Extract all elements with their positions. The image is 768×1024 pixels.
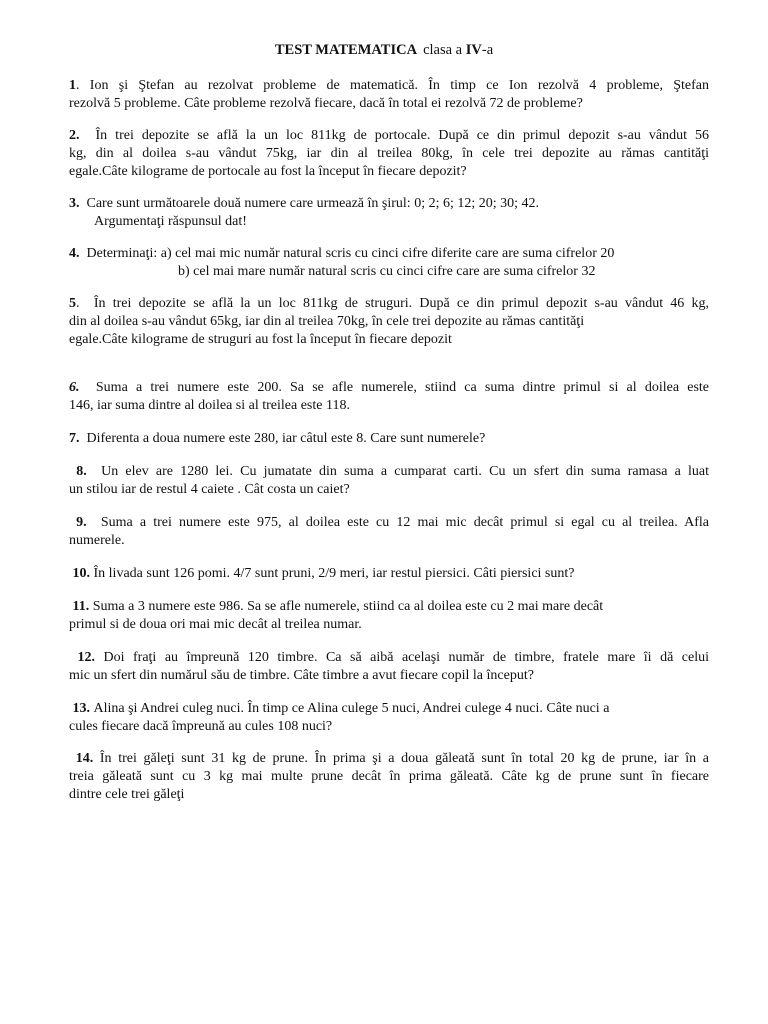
problem-text: Suma a trei numere este 200. Sa se afle numerele, stiind ca suma dintre primul si al doilea este: [95, 380, 710, 395]
problem-line: cules fiecare dacă împreună au cules 108 nuci?: [69, 719, 333, 734]
problem-number: 8.: [76, 464, 87, 479]
problem-line: mic un sfert din numărul său de timbre. Câte timbre a avut fiecare copil la început?: [69, 668, 534, 683]
problem-10: [69, 565, 709, 583]
problem-text: Diferenta a doua numere este 280, iar câtul este 8. Care sunt numerele?: [86, 431, 486, 446]
problem-number: 12.: [77, 650, 95, 665]
problem-line: Argumentaţi răspunsul dat!: [94, 214, 247, 229]
problem-5: [69, 295, 709, 349]
problem-line: kg, din al doilea s-au vândut 75kg, iar din al treilea 80kg, în cele trei depozite au rămas cantităţi: [69, 146, 709, 161]
problem-number: 9.: [76, 515, 87, 530]
problem-text: Alina şi Andrei culeg nuci. În timp ce Alina culege 5 nuci, Andrei culege 4 nuci. Câte nuci a: [93, 701, 610, 716]
problem-2: [69, 127, 709, 181]
problem-13: [69, 700, 709, 736]
problem-line: primul si de doua ori mai mic decât al treilea numar.: [69, 617, 362, 632]
problem-line: egale.Câte kilograme de struguri au fost la început în fiecare depozit: [69, 332, 452, 347]
problem-line: din al doilea s-au vândut 65kg, iar din al treilea 70kg, în cele trei depozite au rămas cantităţi: [69, 314, 585, 329]
problem-6: [69, 379, 709, 415]
problem-number: 5: [69, 296, 76, 311]
problem-text: Doi fraţi au împreună 120 timbre. Ca să aibă acelaşi număr de timbre, fratele mare îi dă celui: [103, 650, 709, 665]
problem-line: un stilou iar de restul 4 caiete . Cât costa un caiet?: [69, 482, 350, 497]
problem-text: Determinaţi: a) cel mai mic număr natural scris cu cinci cifre diferite care are suma cifrelor 20: [86, 246, 615, 261]
problem-14: [69, 750, 709, 804]
problem-1: [69, 77, 709, 113]
problem-line: [69, 127, 709, 145]
problem-line: treia găleată sunt cu 3 kg mai multe prune decât în prima găleată. Câte kg de prune sunt în fiecare: [69, 769, 709, 784]
problem-number: 3.: [69, 196, 80, 211]
problem-number: 6.: [69, 380, 80, 395]
problem-line: [69, 514, 709, 532]
problem-line: b) cel mai mare număr natural scris cu cinci cifre care are suma cifrelor 32: [178, 264, 596, 279]
problem-4: [69, 245, 709, 281]
problem-line: [69, 565, 709, 583]
problem-line: numerele.: [69, 533, 125, 548]
title-class-prefix: clasa a: [423, 42, 466, 58]
problem-text: În livada sunt 126 pomi. 4/7 sunt pruni, 2/9 meri, iar restul piersici. Câti piersici sunt?: [93, 566, 575, 581]
problem-number: 10.: [72, 566, 90, 581]
problem-line: 1. Ion şi Ştefan au rezolvat probleme de matematică. În timp ce Ion rezolvă 4 probleme, Ştefan: [69, 78, 710, 93]
problem-line: egale.Câte kilograme de portocale au fost la început în fiecare depozit?: [69, 164, 467, 179]
title-class-grade: IV: [465, 42, 482, 58]
title-class-suffix: -a: [481, 42, 494, 58]
problem-text: Suma a trei numere este 975, al doilea este cu 12 mai mic decât primul si egal cu al treilea. Afla: [100, 515, 709, 530]
problem-8: [69, 463, 709, 499]
problem-9: [69, 514, 709, 550]
page-title: [0, 42, 768, 59]
problem-7: [69, 430, 709, 448]
problem-line: rezolvă 5 probleme. Câte probleme rezolvă fiecare, dacă în total ei rezolvă 72 de probleme?: [69, 96, 583, 111]
problem-11: [69, 598, 709, 634]
problem-text: Un elev are 1280 lei. Cu jumatate din suma a cumparat carti. Cu un sfert din suma ramasa a luat: [101, 464, 710, 479]
problem-number: 4.: [69, 246, 80, 261]
problem-text: Suma a 3 numere este 986. Sa se afle numerele, stiind ca al doilea este cu 2 mai mare decât: [92, 599, 604, 614]
problem-number: 2.: [69, 128, 80, 143]
problem-line: 5. În trei depozite se află la un loc 811kg de struguri. După ce din primul depozit s-au vândut 46 kg,: [69, 296, 709, 311]
problem-text: În trei depozite se află la un loc 811kg de struguri. După ce din primul depozit s-au vândut 46 kg,: [93, 296, 709, 311]
problem-line: [69, 379, 709, 397]
problem-line: [69, 430, 709, 448]
problem-line: [69, 245, 709, 263]
problem-line: [69, 195, 709, 213]
problem-text: În trei depozite se află la un loc 811kg de portocale. După ce din primul depozit s-au vândut 56: [95, 128, 710, 143]
problem-12: [69, 649, 709, 685]
problem-number: 11.: [72, 599, 90, 614]
problem-line: 146, iar suma dintre al doilea si al treilea este 118.: [69, 398, 350, 413]
problem-number: 14.: [75, 751, 94, 766]
problem-line: [69, 598, 709, 616]
title-main: TEST MATEMATICA: [274, 42, 418, 58]
problem-number: 7.: [69, 431, 80, 446]
problem-text: În trei găleţi sunt 31 kg de prune. În prima şi a doua găleată sunt în total 20 kg de prune, iar în a: [99, 751, 710, 766]
problem-number: 1: [69, 78, 76, 93]
problem-line: dintre cele trei găleţi: [69, 787, 185, 802]
problem-line: [69, 649, 709, 667]
problem-3: [69, 195, 709, 231]
problem-text: Care sunt următoarele două numere care urmează în şirul: 0; 2; 6; 12; 20; 30; 42.: [86, 196, 540, 211]
problem-line: [69, 750, 709, 768]
problem-line: [69, 700, 709, 718]
problem-text: Ion şi Ştefan au rezolvat probleme de matematică. În timp ce Ion rezolvă 4 probleme, Ştefan: [89, 78, 710, 93]
problem-number: 13.: [72, 701, 90, 716]
problem-line: [69, 463, 709, 481]
